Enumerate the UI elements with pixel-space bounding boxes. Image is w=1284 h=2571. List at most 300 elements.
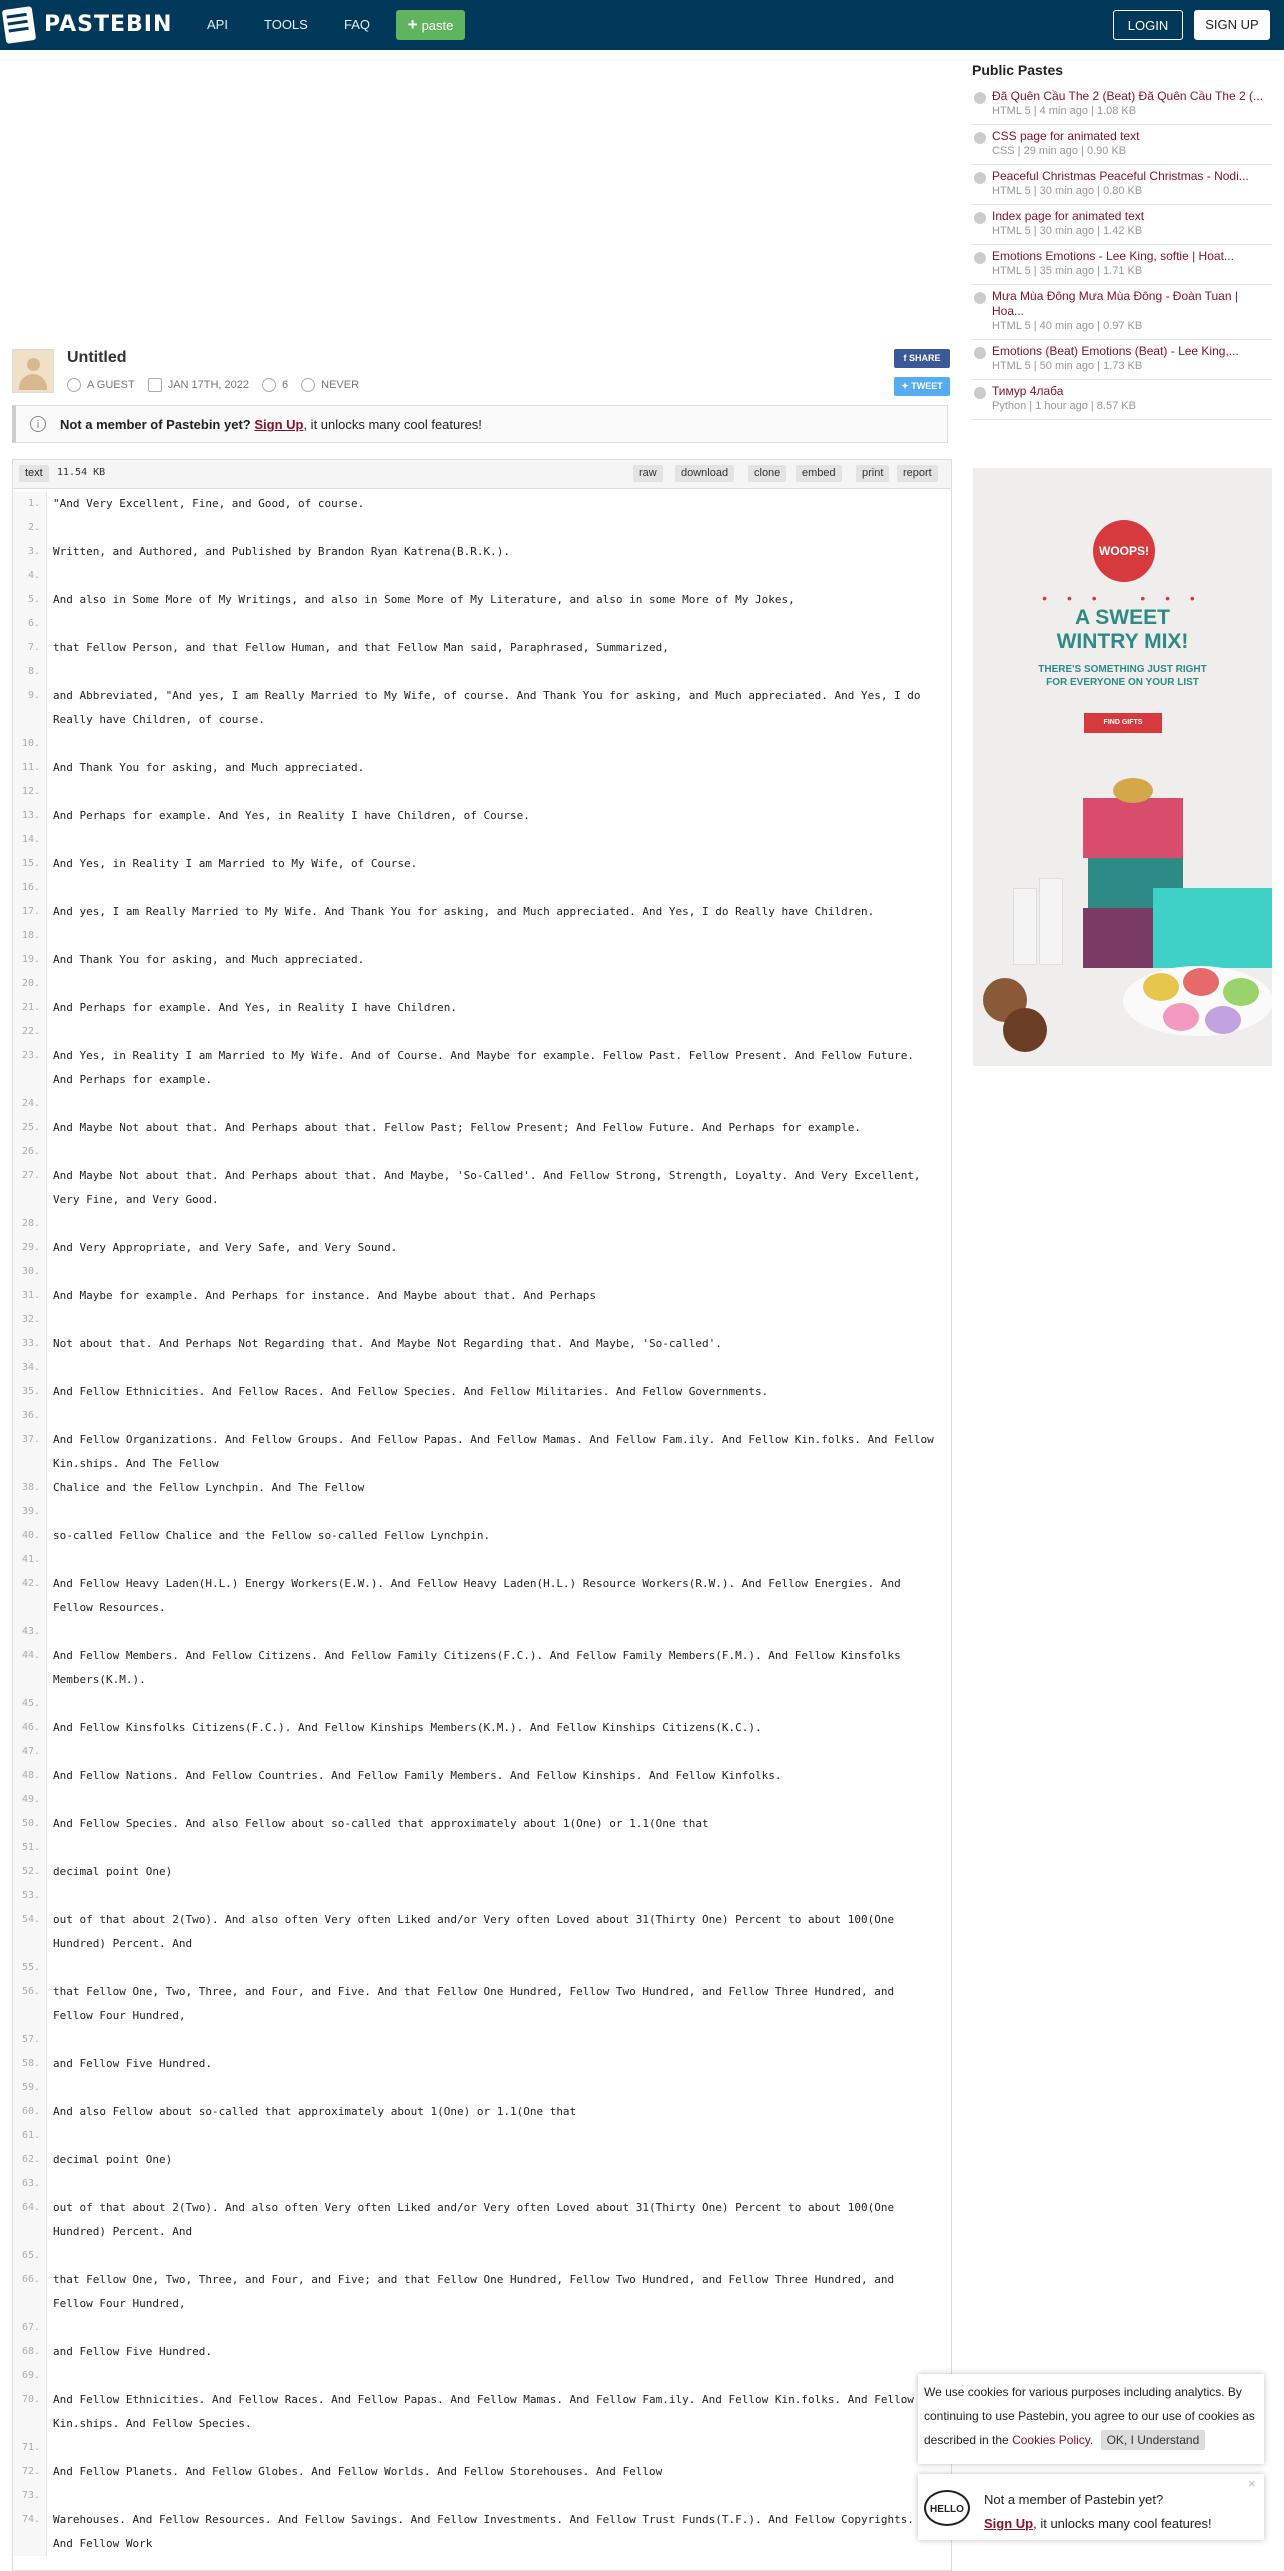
public-pastes-title: Public Pastes bbox=[972, 62, 1064, 78]
code-line bbox=[13, 972, 951, 996]
public-paste-item[interactable] bbox=[972, 85, 1272, 125]
advertisement[interactable] bbox=[973, 468, 1272, 1066]
code-line-text bbox=[47, 1620, 951, 1644]
code-line-text: And yes, I am Really Married to My Wife. And Thank You for asking, and Much appreciated. And Yes, I do Really have Children. bbox=[53, 905, 875, 918]
code-line-text bbox=[47, 1836, 951, 1860]
code-line-text: And Very Appropriate, and Very Safe, and Very Sound. bbox=[53, 1241, 398, 1254]
line-number: 5. bbox=[13, 588, 47, 612]
line-number: 1. bbox=[13, 492, 47, 516]
cookie-text: We use cookies for various purposes including analytics. By continuing to use Pastebin, you agree to our use of cookies as described in the Cookies Policy. OK, I Understand bbox=[924, 2380, 1256, 2452]
line-number: 55. bbox=[13, 1956, 47, 1980]
signup-notice bbox=[12, 405, 948, 443]
new-paste-label: paste bbox=[421, 18, 454, 33]
login-button[interactable]: LOGIN bbox=[1113, 10, 1183, 40]
globe-icon bbox=[974, 172, 986, 184]
line-number: 43. bbox=[13, 1620, 47, 1644]
line-number: 3. bbox=[13, 540, 47, 564]
nav-faq[interactable]: FAQ bbox=[344, 17, 371, 32]
line-number: 13. bbox=[13, 804, 47, 828]
ad-macaron-image bbox=[1223, 978, 1259, 1006]
popup-line1: Not a member of Pastebin yet? bbox=[984, 2492, 1164, 2507]
line-number: 35. bbox=[13, 1380, 47, 1404]
public-paste-meta: HTML 5 | 50 min ago | 1.73 KB bbox=[992, 360, 1143, 372]
code-line bbox=[13, 732, 951, 756]
code-line-text: And Perhaps for example. And Yes, in Reality I have Children. bbox=[53, 1001, 457, 1014]
code-line bbox=[13, 780, 951, 804]
line-number: 58. bbox=[13, 2052, 47, 2076]
code-line-text: and Abbreviated, "And yes, I am Really Married to My Wife, of course. And Thank You for asking, and Much appreciated. And Yes, I do Really have Children, of course. bbox=[53, 689, 921, 726]
nav-tools[interactable]: TOOLS bbox=[264, 17, 308, 32]
code-line bbox=[13, 1884, 951, 1908]
report-button[interactable]: report bbox=[897, 465, 938, 482]
code-line bbox=[13, 1740, 951, 1764]
code-line bbox=[13, 2244, 951, 2268]
code-line-text: that Fellow One, Two, Three, and Four, and Five; and that Fellow One Hundred, Fellow Two Hundred, and Fellow Three Hundred, and Fellow Four Hundred, bbox=[53, 2273, 895, 2310]
code-line bbox=[13, 1764, 951, 1788]
code-line bbox=[13, 1908, 951, 1956]
signup-button[interactable]: SIGN UP bbox=[1194, 10, 1270, 40]
code-line-text: Warehouses. And Fellow Resources. And Fellow Savings. And Fellow Investments. And Fellow Trust Funds(T.F.). And Fellow Copyrights. And Fellow Work bbox=[53, 2513, 914, 2550]
line-number: 65. bbox=[13, 2244, 47, 2268]
code-line-text: Not about that. And Perhaps Not Regarding that. And Maybe Not Regarding that. And Maybe, 'So-called'. bbox=[53, 1337, 722, 1350]
code-line bbox=[13, 1956, 951, 1980]
code-line bbox=[13, 1260, 951, 1284]
code-line-text bbox=[47, 1260, 951, 1284]
syntax-label[interactable]: text bbox=[19, 465, 49, 482]
code-line-text: out of that about 2(Two). And also often Very often Liked and/or Very often Loved about 31(Thirty One) Percent to about 100(One Hundred) Percent. And bbox=[53, 1913, 895, 1950]
code-line-text bbox=[47, 1140, 951, 1164]
popup-signup-link[interactable]: Sign Up bbox=[984, 2516, 1034, 2531]
code-line bbox=[13, 1620, 951, 1644]
code-line-text bbox=[47, 1356, 951, 1380]
notice-signup-link[interactable]: Sign Up bbox=[254, 417, 304, 432]
avatar-head-icon bbox=[27, 358, 40, 371]
code-line bbox=[13, 2508, 951, 2556]
code-line-text: decimal point One) bbox=[53, 2153, 173, 2166]
code-line-text: and Fellow Five Hundred. bbox=[53, 2057, 212, 2070]
line-number: 7. bbox=[13, 636, 47, 660]
code-line-text bbox=[47, 2076, 951, 2100]
code-line-text bbox=[47, 2436, 951, 2460]
line-number: 15. bbox=[13, 852, 47, 876]
code-line-text bbox=[47, 516, 951, 540]
code-toolbar bbox=[13, 460, 951, 489]
line-number: 9. bbox=[13, 684, 47, 732]
ad-ribbon-image bbox=[1113, 778, 1153, 803]
code-line-text: And Fellow Species. And also Fellow about so-called that approximately about 1(One) or 1.1(One that bbox=[53, 1817, 709, 1830]
raw-button[interactable]: raw bbox=[633, 465, 663, 482]
notice-text bbox=[60, 417, 482, 432]
line-number: 29. bbox=[13, 1236, 47, 1260]
code-lines[interactable] bbox=[13, 492, 951, 2556]
code-line bbox=[13, 2436, 951, 2460]
line-number: 38. bbox=[13, 1476, 47, 1500]
public-paste-item[interactable] bbox=[972, 245, 1272, 285]
code-line bbox=[13, 684, 951, 732]
globe-icon bbox=[974, 387, 986, 399]
code-line bbox=[13, 2172, 951, 2196]
line-number: 54. bbox=[13, 1908, 47, 1956]
code-line-text bbox=[47, 1692, 951, 1716]
code-line bbox=[13, 1716, 951, 1740]
cookie-message: We use cookies for various purposes including analytics. By continuing to use Pastebin, you agree to our use of cookies as described in the bbox=[924, 2385, 1255, 2447]
code-line bbox=[13, 2100, 951, 2124]
tweet-button[interactable] bbox=[894, 377, 950, 396]
line-number: 74. bbox=[13, 2508, 47, 2556]
code-line-text: "And Very Excellent, Fine, and Good, of course. bbox=[53, 497, 365, 510]
code-line bbox=[13, 1044, 951, 1092]
download-button[interactable]: download bbox=[675, 465, 734, 482]
line-number: 33. bbox=[13, 1332, 47, 1356]
public-paste-item[interactable] bbox=[972, 165, 1272, 205]
info-icon: i bbox=[30, 416, 46, 432]
line-number: 2. bbox=[13, 516, 47, 540]
code-line-text: And Fellow Nations. And Fellow Countries. And Fellow Family Members. And Fellow Kinships. And Fellow Kinfolks. bbox=[53, 1769, 782, 1782]
line-number: 31. bbox=[13, 1284, 47, 1308]
code-line bbox=[13, 1476, 951, 1500]
code-line-text bbox=[47, 1956, 951, 1980]
hello-logo-icon: HELLO bbox=[924, 2490, 970, 2526]
calendar-icon bbox=[148, 378, 162, 392]
code-line-text bbox=[47, 1020, 951, 1044]
code-line bbox=[13, 900, 951, 924]
public-paste-meta: HTML 5 | 35 min ago | 1.71 KB bbox=[992, 265, 1143, 277]
pastebin-logo-icon[interactable] bbox=[2, 4, 40, 46]
code-line bbox=[13, 636, 951, 660]
line-number: 20. bbox=[13, 972, 47, 996]
code-line-text bbox=[47, 1092, 951, 1116]
code-line bbox=[13, 852, 951, 876]
line-number: 71. bbox=[13, 2436, 47, 2460]
ad-find-gifts-button[interactable]: FIND GIFTS bbox=[1084, 713, 1162, 733]
line-number: 67. bbox=[13, 2316, 47, 2340]
code-line-text: And Yes, in Reality I am Married to My Wife. And of Course. And Maybe for example. Fellow Past. Fellow Present. And Fellow Future. And Perhaps for example. bbox=[53, 1049, 914, 1086]
public-pastes-list bbox=[972, 85, 1272, 420]
line-number: 39. bbox=[13, 1500, 47, 1524]
globe-icon bbox=[974, 92, 986, 104]
line-number: 57. bbox=[13, 2028, 47, 2052]
code-line bbox=[13, 1020, 951, 1044]
line-number: 48. bbox=[13, 1764, 47, 1788]
code-line bbox=[13, 1548, 951, 1572]
code-line bbox=[13, 1332, 951, 1356]
code-line bbox=[13, 1092, 951, 1116]
author-name[interactable]: A GUEST bbox=[87, 379, 135, 391]
code-line-text bbox=[47, 564, 951, 588]
code-line bbox=[13, 1140, 951, 1164]
code-line bbox=[13, 996, 951, 1020]
line-number: 32. bbox=[13, 1308, 47, 1332]
public-paste-title[interactable]: Тимур 4лаба bbox=[992, 384, 1064, 398]
code-line bbox=[13, 1860, 951, 1884]
code-line-text: And Maybe Not about that. And Perhaps about that. Fellow Past; Fellow Present; And Fellow Future. And Perhaps for example. bbox=[53, 1121, 861, 1134]
code-line-text: And Thank You for asking, and Much appreciated. bbox=[53, 761, 365, 774]
public-paste-title[interactable]: Index page for animated text bbox=[992, 209, 1145, 223]
code-line bbox=[13, 2124, 951, 2148]
code-line-text bbox=[47, 1500, 951, 1524]
ad-macaron-image bbox=[1163, 1003, 1199, 1031]
cookie-accept-button[interactable]: OK, I Understand bbox=[1101, 2430, 1206, 2450]
code-line-text: And Maybe for example. And Perhaps for instance. And Maybe about that. And Perhaps bbox=[53, 1289, 597, 1302]
line-number: 12. bbox=[13, 780, 47, 804]
public-paste-item[interactable] bbox=[972, 380, 1272, 420]
line-number: 19. bbox=[13, 948, 47, 972]
public-paste-meta: CSS | 29 min ago | 0.90 KB bbox=[992, 145, 1127, 157]
code-line bbox=[13, 1788, 951, 1812]
code-line-text bbox=[47, 612, 951, 636]
code-line-text bbox=[47, 828, 951, 852]
code-line bbox=[13, 948, 951, 972]
code-line bbox=[13, 1524, 951, 1548]
line-number: 47. bbox=[13, 1740, 47, 1764]
code-line-text bbox=[47, 2364, 951, 2388]
notice-rest-text: , it unlocks many cool features! bbox=[303, 417, 482, 432]
code-line bbox=[13, 612, 951, 636]
line-number: 23. bbox=[13, 1044, 47, 1092]
file-size: 11.54 KB bbox=[57, 467, 106, 478]
ad-decoration: • • • • • • bbox=[1042, 590, 1203, 606]
code-line-text bbox=[47, 876, 951, 900]
code-line-text bbox=[47, 1884, 951, 1908]
line-number: 40. bbox=[13, 1524, 47, 1548]
code-line bbox=[13, 1116, 951, 1140]
date-meta bbox=[148, 378, 249, 392]
line-number: 30. bbox=[13, 1260, 47, 1284]
ad-gift-box-image bbox=[1083, 798, 1183, 858]
line-number: 8. bbox=[13, 660, 47, 684]
cookie-banner bbox=[918, 2374, 1264, 2464]
ad-headline: A SWEET WINTRY MIX! bbox=[1056, 606, 1189, 653]
nav-api[interactable]: API bbox=[207, 17, 228, 32]
signup-popup bbox=[918, 2474, 1264, 2540]
code-line-text bbox=[47, 2172, 951, 2196]
line-number: 64. bbox=[13, 2196, 47, 2244]
ad-gift-box-image bbox=[1039, 878, 1063, 965]
line-number: 44. bbox=[13, 1644, 47, 1692]
code-line-text: And Fellow Planets. And Fellow Globes. And Fellow Worlds. And Fellow Storehouses. And Fellow bbox=[53, 2465, 663, 2478]
line-number: 21. bbox=[13, 996, 47, 1020]
views-meta bbox=[262, 378, 288, 392]
line-number: 4. bbox=[13, 564, 47, 588]
code-line bbox=[13, 1572, 951, 1620]
line-number: 24. bbox=[13, 1092, 47, 1116]
code-line-text bbox=[47, 972, 951, 996]
public-paste-title[interactable]: CSS page for animated text bbox=[992, 129, 1140, 143]
code-line bbox=[13, 1644, 951, 1692]
line-number: 56. bbox=[13, 1980, 47, 2028]
code-line-text: And Maybe Not about that. And Perhaps about that. And Maybe, 'So-Called'. And Fellow Strong, Strength, Loyalty. And Very Excellent, Very Fine, and Very Good. bbox=[53, 1169, 921, 1206]
code-line bbox=[13, 1812, 951, 1836]
code-line bbox=[13, 516, 951, 540]
code-line-text: And Fellow Kinsfolks Citizens(F.C.). And Fellow Kinships Members(K.M.). And Fellow Kinships Citizens(K.C.). bbox=[53, 1721, 762, 1734]
avatar-body-icon bbox=[19, 374, 47, 390]
code-line-text bbox=[47, 2028, 951, 2052]
top-navbar bbox=[0, 0, 1284, 50]
line-number: 28. bbox=[13, 1212, 47, 1236]
line-number: 73. bbox=[13, 2484, 47, 2508]
clock-icon bbox=[301, 378, 315, 392]
code-box bbox=[12, 459, 952, 2571]
code-line-text: And Fellow Ethnicities. And Fellow Races. And Fellow Species. And Fellow Militaries. And Fellow Governments. bbox=[53, 1385, 769, 1398]
code-line-text: And also in Some More of My Writings, and also in Some More of My Literature, and also in some More of My Jokes, bbox=[53, 593, 795, 606]
code-line-text: Chalice and the Fellow Lynchpin. And The Fellow bbox=[53, 1481, 365, 1494]
public-paste-title[interactable]: Peaceful Christmas Peaceful Christmas - Nodi... bbox=[992, 169, 1249, 183]
code-line bbox=[13, 2484, 951, 2508]
close-icon[interactable]: × bbox=[1248, 2476, 1256, 2491]
code-line-text: And Fellow Members. And Fellow Citizens. And Fellow Family Citizens(F.C.). And Fellow Family Members(F.M.). And Fellow Kinsfolks Members(K.M.). bbox=[53, 1649, 901, 1686]
share-button[interactable] bbox=[894, 349, 950, 368]
code-line-text bbox=[47, 732, 951, 756]
code-line-text: decimal point One) bbox=[53, 1865, 173, 1878]
line-number: 6. bbox=[13, 612, 47, 636]
code-line-text bbox=[47, 660, 951, 684]
notice-bold-text: Not a member of Pastebin yet? bbox=[60, 417, 251, 432]
code-line-text bbox=[47, 780, 951, 804]
code-line bbox=[13, 564, 951, 588]
expiry-value: NEVER bbox=[321, 379, 360, 391]
print-button[interactable]: print bbox=[856, 465, 889, 482]
line-number: 66. bbox=[13, 2268, 47, 2316]
line-number: 61. bbox=[13, 2124, 47, 2148]
code-line bbox=[13, 1236, 951, 1260]
public-paste-item[interactable] bbox=[972, 205, 1272, 245]
line-number: 17. bbox=[13, 900, 47, 924]
code-line bbox=[13, 2076, 951, 2100]
code-line bbox=[13, 828, 951, 852]
public-paste-meta: HTML 5 | 4 min ago | 1.08 KB bbox=[992, 105, 1137, 117]
code-line bbox=[13, 2052, 951, 2076]
expiry-meta bbox=[301, 378, 359, 392]
code-line bbox=[13, 2268, 951, 2316]
globe-icon bbox=[974, 252, 986, 264]
paste-date: JAN 17TH, 2022 bbox=[167, 379, 250, 391]
ad-subtitle: THERE'S SOMETHING JUST RIGHT FOR EVERYONE ON YOUR LIST bbox=[1038, 664, 1207, 688]
code-line bbox=[13, 1308, 951, 1332]
public-paste-meta: HTML 5 | 40 min ago | 0.97 KB bbox=[992, 320, 1143, 332]
code-line bbox=[13, 540, 951, 564]
code-line bbox=[13, 1500, 951, 1524]
code-line-text bbox=[47, 1740, 951, 1764]
code-line bbox=[13, 2340, 951, 2364]
paste-title: Untitled bbox=[67, 349, 127, 366]
line-number: 11. bbox=[13, 756, 47, 780]
cookies-policy-link[interactable]: Cookies Policy bbox=[1012, 2433, 1090, 2447]
line-number: 62. bbox=[13, 2148, 47, 2172]
line-number: 60. bbox=[13, 2100, 47, 2124]
code-line-text: and Fellow Five Hundred. bbox=[53, 2345, 212, 2358]
code-line-text: And Fellow Ethnicities. And Fellow Races. And Fellow Papas. And Fellow Mamas. And Fellow Fam.ily. And Fellow Kin.folks. And Fellow Kin.ships. And Fellow Species. bbox=[53, 2393, 914, 2430]
line-number: 63. bbox=[13, 2172, 47, 2196]
code-line bbox=[13, 876, 951, 900]
line-number: 52. bbox=[13, 1860, 47, 1884]
ad-cookie-image bbox=[1003, 1008, 1047, 1052]
line-number: 27. bbox=[13, 1164, 47, 1212]
line-number: 22. bbox=[13, 1020, 47, 1044]
code-line bbox=[13, 1692, 951, 1716]
public-paste-title[interactable]: Đã Quên Cầu The 2 (Beat) Đã Quên Cầu The 2 (... bbox=[992, 89, 1264, 103]
line-number: 69. bbox=[13, 2364, 47, 2388]
code-line bbox=[13, 756, 951, 780]
code-line bbox=[13, 588, 951, 612]
line-number: 41. bbox=[13, 1548, 47, 1572]
public-paste-title[interactable]: Emotions Emotions - Lee King, softie | Hoat... bbox=[992, 249, 1234, 263]
code-line-text bbox=[47, 2124, 951, 2148]
ad-macaron-image bbox=[1143, 973, 1179, 1001]
line-number: 59. bbox=[13, 2076, 47, 2100]
site-name[interactable]: PASTEBIN bbox=[44, 12, 173, 37]
code-line-text: And Thank You for asking, and Much appreciated. bbox=[53, 953, 365, 966]
code-line bbox=[13, 2316, 951, 2340]
code-line-text: that Fellow Person, and that Fellow Human, and that Fellow Man said, Paraphrased, Summarized, bbox=[53, 641, 669, 654]
code-line bbox=[13, 660, 951, 684]
code-line-text: And Perhaps for example. And Yes, in Reality I have Children, of Course. bbox=[53, 809, 530, 822]
code-line-text bbox=[47, 2484, 951, 2508]
line-number: 18. bbox=[13, 924, 47, 948]
public-paste-item[interactable] bbox=[972, 125, 1272, 165]
code-line-text: so-called Fellow Chalice and the Fellow so-called Fellow Lynchpin. bbox=[53, 1529, 491, 1542]
code-line-text: And Fellow Heavy Laden(H.L.) Energy Workers(E.W.). And Fellow Heavy Laden(H.L.) Resource Workers(R.W.). And Fellow Energies. And Fellow Resources. bbox=[53, 1577, 901, 1614]
popup-text bbox=[984, 2488, 1212, 2536]
share-label: SHARE bbox=[908, 353, 941, 363]
code-line-text bbox=[47, 1404, 951, 1428]
globe-icon bbox=[974, 292, 986, 304]
code-line bbox=[13, 804, 951, 828]
code-line-text bbox=[47, 1308, 951, 1332]
plus-icon: + bbox=[407, 15, 418, 34]
avatar[interactable] bbox=[12, 349, 54, 393]
code-line bbox=[13, 2028, 951, 2052]
code-line-text bbox=[47, 1788, 951, 1812]
twitter-icon: ✦ bbox=[901, 381, 912, 391]
tweet-label: TWEET bbox=[911, 381, 943, 391]
code-line bbox=[13, 1836, 951, 1860]
line-number: 51. bbox=[13, 1836, 47, 1860]
public-paste-item[interactable] bbox=[972, 285, 1272, 340]
new-paste-button[interactable] bbox=[396, 10, 465, 40]
eye-icon bbox=[262, 378, 276, 392]
public-paste-title[interactable]: Mưa Mùa Đông Mưa Mùa Đông - Đoàn Tuan | Hoa... bbox=[992, 289, 1238, 318]
code-line bbox=[13, 2364, 951, 2388]
public-paste-item[interactable] bbox=[972, 340, 1272, 380]
clone-button[interactable]: clone bbox=[748, 465, 786, 482]
code-line-text: Written, and Authored, and Published by Brandon Ryan Katrena(B.R.K.). bbox=[53, 545, 510, 558]
code-line bbox=[13, 924, 951, 948]
code-line bbox=[13, 1212, 951, 1236]
globe-icon bbox=[974, 347, 986, 359]
code-line bbox=[13, 1380, 951, 1404]
globe-icon bbox=[974, 212, 986, 224]
line-number: 42. bbox=[13, 1572, 47, 1620]
public-paste-title[interactable]: Emotions (Beat) Emotions (Beat) - Lee King,... bbox=[992, 344, 1239, 358]
ad-gift-box-image bbox=[1153, 888, 1272, 968]
view-count: 6 bbox=[282, 379, 289, 391]
line-number: 36. bbox=[13, 1404, 47, 1428]
ad-gift-box-image bbox=[1013, 888, 1037, 965]
line-number: 70. bbox=[13, 2388, 47, 2436]
line-number: 46. bbox=[13, 1716, 47, 1740]
paste-meta bbox=[67, 378, 372, 392]
code-line bbox=[13, 1164, 951, 1212]
code-line bbox=[13, 1428, 951, 1476]
code-line bbox=[13, 2196, 951, 2244]
line-number: 50. bbox=[13, 1812, 47, 1836]
line-number: 68. bbox=[13, 2340, 47, 2364]
public-paste-meta: Python | 1 hour ago | 8.57 KB bbox=[992, 400, 1136, 412]
code-line bbox=[13, 2388, 951, 2436]
author-meta bbox=[67, 378, 135, 392]
line-number: 49. bbox=[13, 1788, 47, 1812]
embed-button[interactable]: embed bbox=[796, 465, 842, 482]
